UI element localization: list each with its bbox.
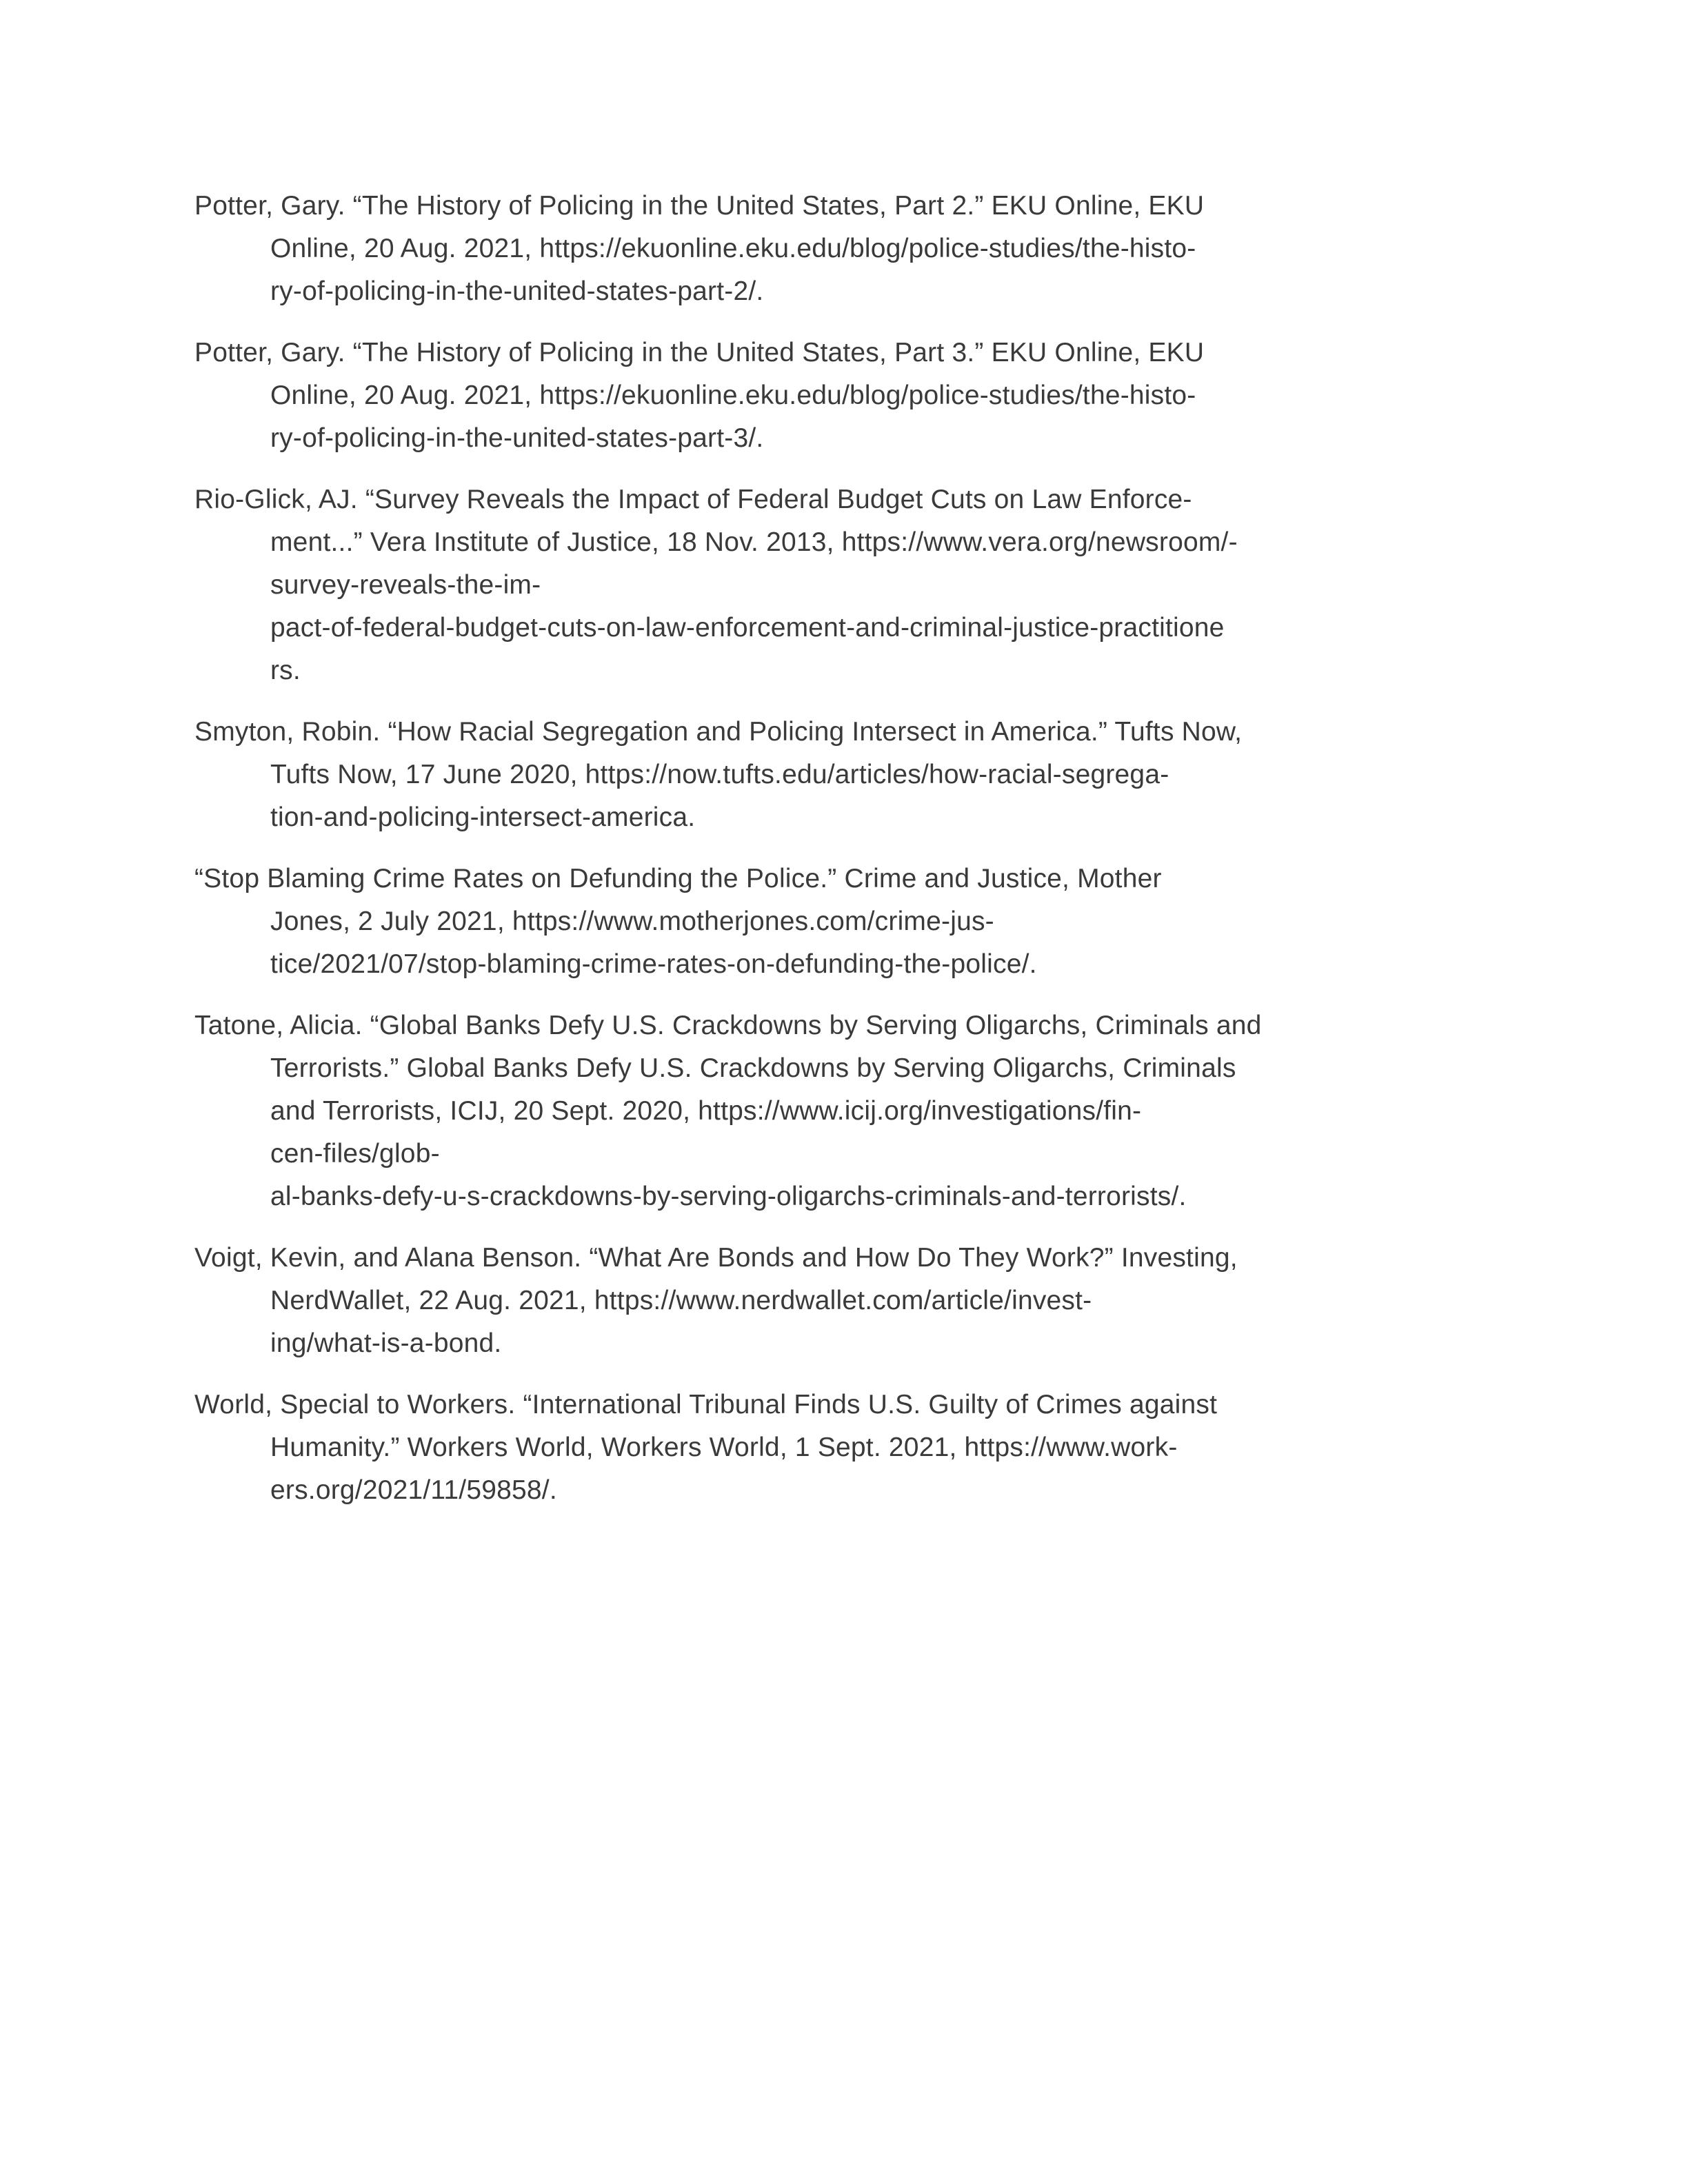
citation-line-continuation: NerdWallet, 22 Aug. 2021, https://www.nerdwallet.com/article/invest- (270, 1286, 1092, 1315)
citation-line-continuation: ers.org/2021/11/59858/. (270, 1475, 557, 1505)
citation-line-continuation: Terrorists.” Global Banks Defy U.S. Crackdowns by Serving Oligarchs, Criminals (270, 1053, 1236, 1083)
citation-entry (194, 711, 1488, 839)
citation-line-continuation: ry-of-policing-in-the-united-states-part-3/. (270, 423, 764, 453)
citation-entry (194, 1384, 1488, 1512)
citation-line-first: Smyton, Robin. “How Racial Segregation and Policing Intersect in America.” Tufts Now, (194, 717, 1243, 747)
citation-entry (194, 185, 1488, 313)
citation-line-continuation: Jones, 2 July 2021, https://www.motherjones.com/crime-jus- (270, 907, 994, 936)
citation-entry (194, 858, 1488, 986)
citation-line-continuation: cen-files/glob- (270, 1139, 440, 1169)
citation-entry (194, 1237, 1488, 1365)
citation-entry (194, 1004, 1488, 1218)
citation-line-continuation: Tufts Now, 17 June 2020, https://now.tufts.edu/articles/how-racial-segrega- (270, 760, 1169, 789)
citation-line-continuation: pact-of-federal-budget-cuts-on-law-enforcement-and-criminal-justice-practitione (270, 613, 1225, 643)
citation-line-first: “Stop Blaming Crime Rates on Defunding the Police.” Crime and Justice, Mother (194, 864, 1162, 893)
citation-line-continuation: Online, 20 Aug. 2021, https://ekuonline.eku.edu/blog/police-studies/the-histo- (270, 234, 1196, 263)
citation-entry (194, 332, 1488, 460)
citation-line-continuation: Online, 20 Aug. 2021, https://ekuonline.eku.edu/blog/police-studies/the-histo- (270, 381, 1196, 410)
citation-line-first: Potter, Gary. “The History of Policing in the United States, Part 3.” EKU Online, EKU (194, 338, 1205, 367)
citation-line-continuation: tice/2021/07/stop-blaming-crime-rates-on-defunding-the-police/. (270, 949, 1037, 979)
citation-line-first: Tatone, Alicia. “Global Banks Defy U.S. Crackdowns by Serving Oligarchs, Criminals and (194, 1011, 1262, 1040)
citation-entry (194, 478, 1488, 692)
citation-line-continuation: Humanity.” Workers World, Workers World, 1 Sept. 2021, https://www.work- (270, 1433, 1178, 1462)
citation-line-continuation: and Terrorists, ICIJ, 20 Sept. 2020, https://www.icij.org/investigations/fin- (270, 1096, 1142, 1126)
citation-line-first: World, Special to Workers. “International Tribunal Finds U.S. Guilty of Crimes against (194, 1390, 1218, 1419)
citation-list (194, 185, 1488, 1512)
citation-line-continuation: survey-reveals-the-im- (270, 570, 541, 600)
citation-line-continuation: ing/what-is-a-bond. (270, 1328, 502, 1358)
citation-line-first: Potter, Gary. “The History of Policing in the United States, Part 2.” EKU Online, EKU (194, 191, 1205, 221)
citation-line-continuation: ry-of-policing-in-the-united-states-part-2/. (270, 276, 764, 306)
citation-line-continuation: tion-and-policing-intersect-america. (270, 802, 696, 832)
citation-line-first: Rio-Glick, AJ. “Survey Reveals the Impact of Federal Budget Cuts on Law Enforce- (194, 485, 1192, 514)
citation-line-first: Voigt, Kevin, and Alana Benson. “What Are Bonds and How Do They Work?” Investing, (194, 1243, 1238, 1273)
citation-line-continuation: ment...” Vera Institute of Justice, 18 Nov. 2013, https://www.vera.org/newsroom/- (270, 527, 1238, 557)
citation-line-continuation: rs. (270, 656, 301, 685)
citation-line-continuation: al-banks-defy-u-s-crackdowns-by-serving-oligarchs-criminals-and-terrorists/. (270, 1182, 1187, 1211)
